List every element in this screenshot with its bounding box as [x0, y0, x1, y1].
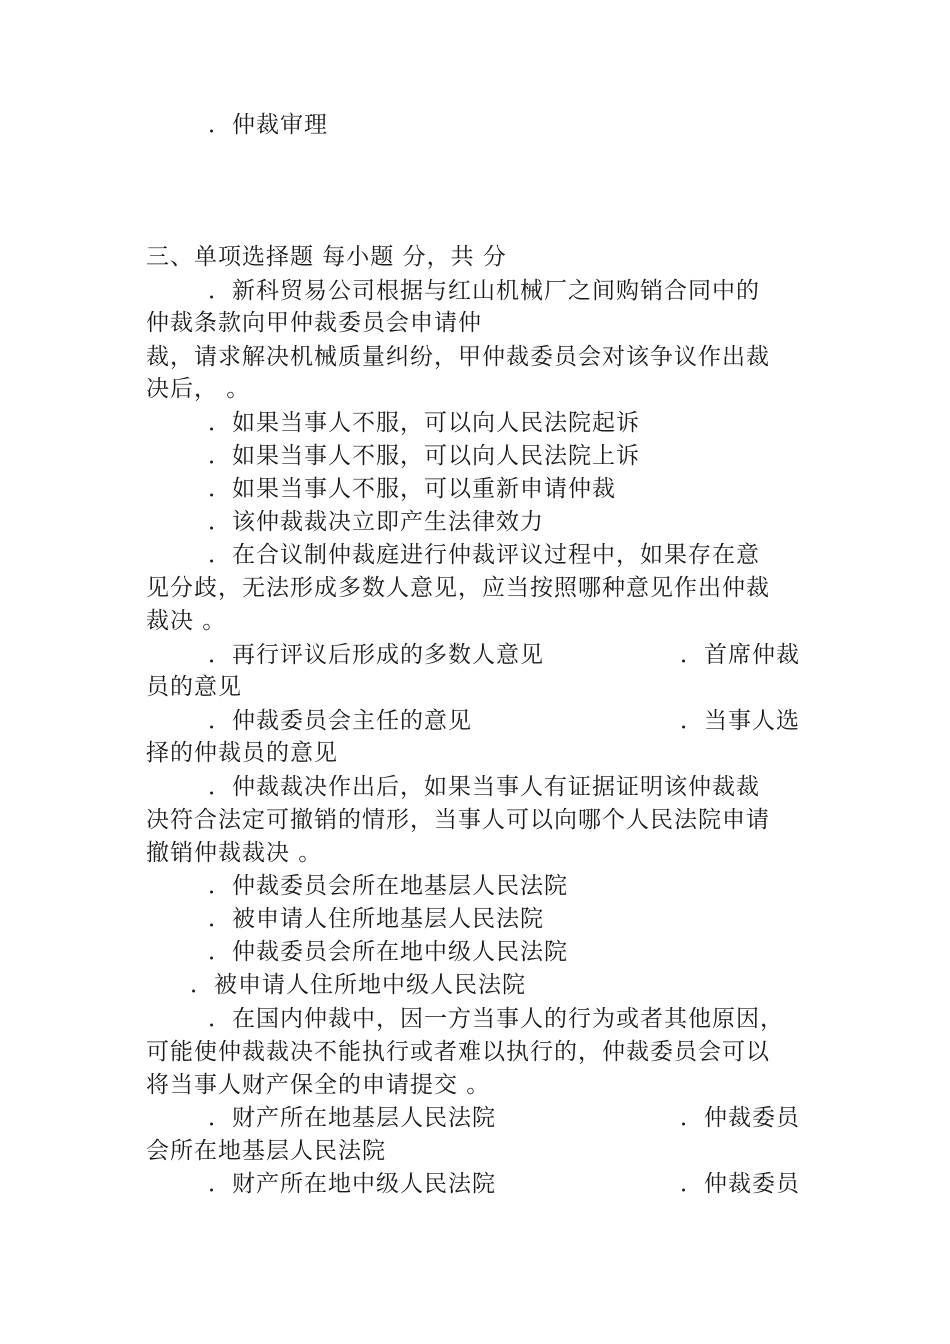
option-line: ．再行评议后形成的多数人意见	[208, 642, 544, 668]
question-line: 可能使仲裁裁决不能执行或者难以执行的，仲裁委员会可以	[146, 1039, 770, 1065]
option-line: ．被申请人住所地中级人民法院	[190, 972, 526, 998]
question-line: 裁决 。	[146, 608, 227, 634]
question-line: ．在国内仲裁中，因一方当事人的行为或者其他原因，	[208, 1006, 784, 1032]
option-line: 会所在地基层人民法院	[146, 1138, 386, 1164]
question-line: ．仲裁裁决作出后，如果当事人有证据证明该仲裁裁	[208, 774, 760, 800]
question-line: 见分歧，无法形成多数人意见，应当按照哪种意见作出仲裁	[146, 575, 770, 601]
option-line: ．如果当事人不服，可以向人民法院起诉	[208, 410, 640, 436]
option-line: ．仲裁委员会主任的意见	[208, 708, 472, 734]
question-line: 仲裁条款向甲仲裁委员会申请仲	[146, 310, 482, 336]
option-line: ．仲裁委员会所在地基层人民法院	[208, 873, 568, 899]
option-line: ．仲裁委员会所在地中级人民法院	[208, 939, 568, 965]
option-line: ．当事人选	[680, 708, 800, 734]
question-line: 决后， 。	[146, 376, 251, 402]
option-line: 择的仲裁员的意见	[146, 740, 338, 766]
question-line: ．在合议制仲裁庭进行仲裁评议过程中，如果存在意	[208, 542, 760, 568]
section-heading: 三、单项选择题 每小题 分，共 分	[146, 244, 507, 270]
question-line: 决符合法定可撤销的情形，当事人可以向哪个人民法院申请	[146, 807, 770, 833]
question-line: ．新科贸易公司根据与红山机械厂之间购销合同中的	[208, 278, 760, 304]
option-line: ．仲裁委员	[680, 1171, 800, 1197]
option-line: ．被申请人住所地基层人民法院	[208, 906, 544, 932]
option-line: ．财产所在地基层人民法院	[208, 1105, 496, 1131]
option-line: ．如果当事人不服，可以重新申请仲裁	[208, 476, 616, 502]
option-line: ．如果当事人不服，可以向人民法院上诉	[208, 443, 640, 469]
question-line: 将当事人财产保全的申请提交 。	[146, 1072, 491, 1098]
option-line: ．仲裁委员	[680, 1105, 800, 1131]
question-line: 裁，请求解决机械质量纠纷，甲仲裁委员会对该争议作出裁	[146, 344, 770, 370]
option-line: ．仲裁审理	[208, 112, 328, 138]
option-line: 员的意见	[146, 674, 242, 700]
option-line: ．该仲裁裁决立即产生法律效力	[208, 509, 544, 535]
option-line: ．首席仲裁	[680, 642, 800, 668]
option-line: ．财产所在地中级人民法院	[208, 1171, 496, 1197]
question-line: 撤销仲裁裁决 。	[146, 840, 323, 866]
